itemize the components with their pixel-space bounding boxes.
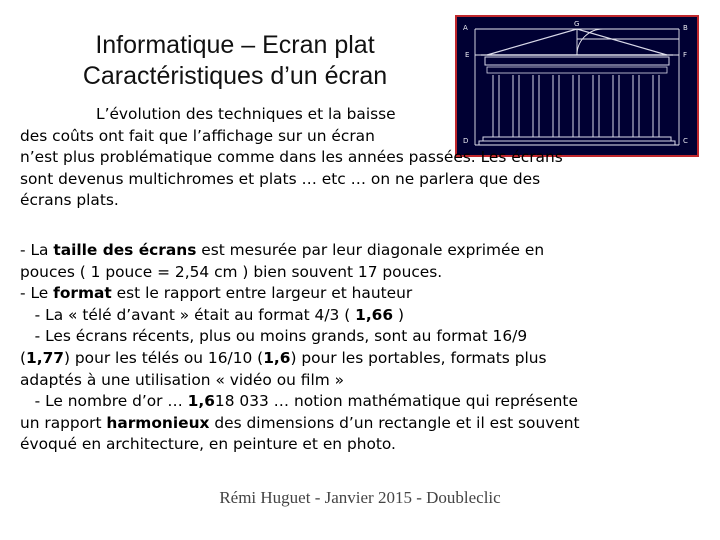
text-run: est le rapport entre largeur et hauteur	[111, 284, 413, 303]
bold-term: 1,66	[355, 305, 394, 324]
body-line-format	[20, 283, 700, 305]
label-c: C	[683, 137, 688, 145]
intro-line-4: sont devenus multichromes et plats … etc … on ne parlera que des	[20, 169, 541, 188]
architrave	[485, 57, 669, 65]
bold-term: 1,6	[263, 348, 291, 367]
bold-term: 1,77	[26, 348, 64, 367]
body-line-inch: pouces ( 1 pouce = 2,54 cm ) bien souvent 17 pouces.	[20, 262, 443, 281]
slide-footer: Rémi Huguet - Janvier 2015 - Doubleclic	[219, 488, 501, 507]
label-a: A	[463, 24, 468, 32]
body-line-recent: - Les écrans récents, plus ou moins grands, sont au format 16/9	[20, 327, 528, 346]
text-run: ) pour les télés ou 16/10 (	[64, 348, 264, 367]
label-g: G	[574, 20, 580, 28]
body-line-video: adaptés à une utilisation « vidéo ou film »	[20, 370, 345, 389]
bold-term: 1,6	[187, 392, 215, 411]
intro-paragraph	[20, 104, 690, 212]
bold-term: format	[53, 284, 112, 303]
title-line-2: Caractéristiques d’un écran	[82, 62, 388, 90]
intro-line-3: n’est plus problématique comme dans les années passées. Les écrans	[20, 148, 563, 166]
label-b: B	[683, 24, 688, 32]
label-e: E	[465, 51, 470, 59]
text-run: est mesurée par leur diagonale exprimée en	[196, 241, 545, 259]
body-line-harmony	[20, 413, 700, 435]
label-d: D	[463, 137, 469, 145]
label-f: F	[683, 51, 688, 59]
intro-line-1: L’évolution des techniques et la baisse	[96, 105, 396, 123]
bold-term: harmonieux	[106, 413, 210, 432]
text-run: - La « télé d’avant » était au format 4/3 (	[20, 305, 356, 324]
text-run: ) pour les portables, formats plus	[290, 348, 547, 367]
text-run: des dimensions d’un rectangle et il est souvent	[209, 413, 580, 432]
text-run: )	[393, 305, 404, 324]
text-run: - La	[20, 241, 54, 259]
body-line-tv	[20, 305, 700, 327]
body-line-ratios	[20, 348, 700, 370]
body-line-architecture: évoqué en architecture, en peinture et en photo.	[20, 435, 396, 454]
text-run: - Le	[20, 284, 54, 303]
intro-line-5: écrans plats.	[20, 191, 119, 209]
body-line-golden	[20, 391, 700, 413]
body-text	[20, 240, 700, 456]
text-run: - Le nombre d’or …	[20, 392, 188, 411]
bold-term: taille des écrans	[53, 241, 197, 259]
slide-title	[30, 30, 440, 92]
frieze	[487, 67, 667, 73]
text-run: 18 033 … notion mathématique qui représente	[214, 392, 578, 411]
title-line-1: Informatique – Ecran plat	[95, 31, 375, 59]
intro-line-2: des coûts ont fait que l’affichage sur un écran	[20, 126, 375, 145]
text-run: un rapport	[20, 413, 107, 432]
text-run: (	[20, 348, 27, 367]
body-line-size	[20, 240, 700, 262]
